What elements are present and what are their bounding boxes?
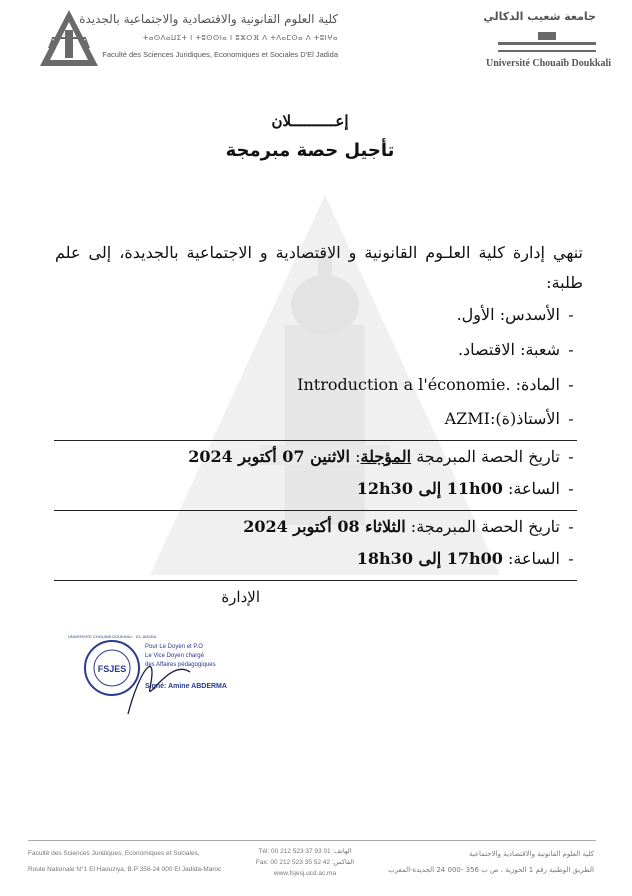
footer-contact: Tél: 00 212 523 37 93 01 :الهاتف Fax: 00 212 523 35 52 42 :الفاكس www.fsjesj.ucd.ac.ma <box>250 846 360 879</box>
list-item-session1-date: -تاريخ الحصة المبرمجة المؤجلة: الاثنين 07 أكتوبر 2024 <box>188 447 574 466</box>
divider <box>54 510 577 511</box>
list-item-semester: -الأسدس: الأول. <box>456 305 574 324</box>
faculty-name-arabic: كلية العلوم القانونية والاقتصادية والاجتماعية بالجديدة <box>79 12 338 26</box>
announcement-title: إعــــــــــلان <box>271 112 349 130</box>
stamp-logo-text: FSJES <box>97 664 127 674</box>
footer-address-arabic: كلية العلوم القانونية والاقتصادية والاجتماعية الطريق الوطنية رقم 1 الحوزية ، ص ب 356 -000 24 الجديدة-المغرب <box>388 850 594 874</box>
list-item-branch: -شعبة: الاقتصاد. <box>457 340 574 359</box>
faculty-name-tifinagh: ⵜⴰⵙⴷⴰⵡⵉⵜ ⵏ ⵜⵓⵙⵙⵏⴰ ⵏ ⵓⵣⵔⴼ ⴷ ⵜⴷⴰⵎⵙⴰ ⴷ ⵜⵓⵏⵖⴰ <box>142 34 338 42</box>
divider <box>54 440 577 441</box>
list-item-subject: -المادة: Introduction a l'économie. <box>297 375 574 394</box>
stamp-line: Le Vice Doyen chargé <box>145 653 204 659</box>
stamp-line: des Affaires pédagogiques <box>145 662 216 668</box>
stamp-line: Signé: Amine ABDERMA <box>145 683 227 690</box>
faculty-name-french: Faculté des Sciences Juridiques, Economiques et Sociales D'El Jadida <box>102 50 338 59</box>
footer-website-link[interactable]: www.fsjesj.ucd.ac.ma <box>273 870 337 877</box>
official-stamp-icon <box>67 628 250 718</box>
footer-divider <box>28 840 596 841</box>
university-name-arabic: جامعة شعيب الدكالي <box>483 10 596 23</box>
list-item-session2-time: -الساعة: 17h00 إلى 18h30 <box>356 549 574 568</box>
divider <box>54 580 577 581</box>
university-logo-icon <box>498 30 596 56</box>
administration-signature: الإدارة <box>221 588 260 606</box>
stamp-ring-text: UNIVERSITE CHOUAIB DOUKKALI · EL JADIDA <box>67 634 157 639</box>
intro-paragraph: تنهي إدارة كلية العلـوم القانونية و الاقتصادية و الاجتماعية بالجديدة، إلى علم طلبة: <box>55 243 583 292</box>
university-name-french: Université Chouaïb Doukkali <box>486 58 612 69</box>
stamp-line: Pour Le Doyen et P.O <box>145 644 203 650</box>
footer-address-french: Faculté des Sciences Juridiques, Economiques et Sociales, Route Nationale N°1 El Haouziya, B.P 356-24 000 El Jadida-Maroc <box>28 850 222 873</box>
list-item-professor: -الأستاذ(ة):AZMI <box>444 409 574 428</box>
announcement-subtitle: تأجيل حصة مبرمجة <box>225 140 395 161</box>
list-item-session2-date: -تاريخ الحصة المبرمجة: الثلاثاء 08 أكتوبر 2024 <box>243 517 574 536</box>
list-item-session1-time: -الساعة: 11h00 إلى 12h30 <box>356 479 574 498</box>
